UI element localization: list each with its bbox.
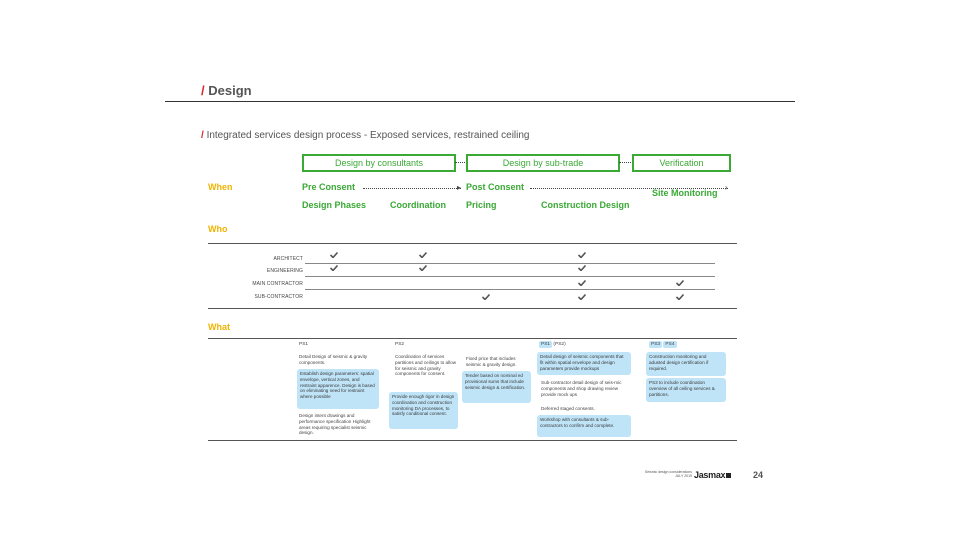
- what-label: What: [208, 322, 230, 332]
- check-icon: [578, 280, 586, 286]
- row-rule: [305, 263, 715, 264]
- role-engineering: ENGINEERING: [266, 268, 303, 274]
- col1-outro: Design intent drawings and performance specification Highlight areas requiring specialist seismic design.: [299, 413, 371, 436]
- col2-highlight: Provide enough rigor in design coordination and construction monitoring DA processes, to satisfy conditional consent.: [389, 392, 458, 429]
- ps-label: (PS2): [553, 342, 566, 347]
- logo-text: Jasmax: [694, 470, 726, 480]
- phase-connector-1: [455, 162, 465, 163]
- row-rule: [305, 289, 715, 290]
- col5-highlight-2: PS3 to include coordination overview of all ceiling services & partitions.: [646, 378, 726, 402]
- stage-construction-design: Construction Design: [541, 200, 630, 210]
- ps-label: PS2: [395, 342, 405, 347]
- ps-label-group: [539, 342, 566, 347]
- post-consent-label: Post Consent: [466, 182, 525, 192]
- ps-label: PS3: [651, 342, 661, 347]
- title-slash: /: [201, 83, 205, 98]
- check-icon: [482, 294, 490, 300]
- subtitle-text: Integrated services design process - Exposed services, restrained ceiling: [206, 130, 530, 141]
- arrow-right-icon: ›: [725, 183, 728, 192]
- ps-label-group: [649, 342, 677, 347]
- footer-caption-line1: Seismic design considerations: [644, 470, 692, 474]
- what-bottom-rule: [208, 440, 737, 441]
- role-architect: ARCHITECT: [273, 256, 303, 262]
- check-icon: [419, 252, 427, 258]
- stage-pricing: Pricing: [466, 200, 497, 210]
- stage-design-phases: Design Phases: [302, 200, 367, 210]
- who-bottom-rule: [208, 308, 737, 309]
- jasmax-logo: [694, 470, 731, 480]
- ps-label: PS1: [541, 342, 551, 347]
- what-top-rule: [208, 338, 737, 339]
- check-icon: [419, 265, 427, 271]
- role-sub-contractor: SUB-CONTRACTOR: [254, 294, 303, 300]
- pre-consent-label: Pre Consent: [302, 182, 356, 192]
- col3-highlight: Tender based on nominal ed provisional sums that include seismic design & certification.: [462, 371, 531, 403]
- col1-highlight: Establish design parameters: spatial envelope, vertical zones, and restraint apparence. Design is based on eliminating need for restraint where possible: [297, 369, 379, 409]
- phase-design-by-sub-trade: Design by sub-trade: [466, 154, 620, 172]
- phase-verification: Verification: [632, 154, 731, 172]
- title-text: Design: [208, 83, 252, 98]
- timeline-arrow-1: [363, 188, 461, 189]
- check-icon: [330, 252, 338, 258]
- page-title: [201, 83, 252, 98]
- phase-connector-2: [619, 162, 631, 163]
- ps-label: PS1: [299, 342, 309, 347]
- footer-caption: [636, 470, 692, 478]
- col4-highlight-1: Detail design of seismic components that fit within spatial envelope and design parameters provide mockups: [537, 352, 631, 375]
- check-icon: [676, 280, 684, 286]
- subtitle-slash: /: [201, 130, 204, 141]
- col3-intro: Fixed price that includes seismic & gravity design.: [466, 356, 517, 367]
- col4-text-2: Deferred staged consents.: [541, 406, 595, 411]
- page-number: 24: [753, 470, 764, 480]
- who-label: Who: [208, 224, 228, 234]
- col4-text-1: Sub-contractor detail design of seis-mic components and shop drawing review provide mock ups: [541, 380, 622, 397]
- when-label: When: [208, 182, 233, 192]
- check-icon: [330, 265, 338, 271]
- check-icon: [578, 294, 586, 300]
- check-icon: [578, 265, 586, 271]
- col5-highlight-1: Construction monitoring and adusted design certification if required.: [646, 352, 726, 376]
- row-rule: [305, 276, 715, 277]
- col4-highlight-2: Workshop with consultants & sub-contractors to confirm and complete.: [537, 415, 631, 437]
- arrow-right-icon: ▸: [457, 183, 462, 192]
- stage-coordination: Coordination: [390, 200, 446, 210]
- col1-intro: Detail Design of seismic & gravity components.: [299, 354, 368, 365]
- ps-label: PS4: [665, 342, 675, 347]
- check-icon: [676, 294, 684, 300]
- logo-square-icon: [726, 473, 731, 478]
- col2-intro: Coordination of services partitions and ceilings to allow for seismic and gravity components for consent.: [395, 354, 457, 377]
- title-divider: [165, 101, 795, 102]
- footer-caption-line2: JULY 2019: [675, 474, 692, 478]
- check-icon: [578, 252, 586, 258]
- subtitle: [201, 130, 530, 141]
- site-monitoring-label: Site Monitoring: [652, 188, 718, 198]
- who-top-rule: [208, 243, 737, 244]
- role-main-contractor: MAIN CONTRACTOR: [252, 281, 303, 287]
- phase-design-by-consultants: Design by consultants: [302, 154, 456, 172]
